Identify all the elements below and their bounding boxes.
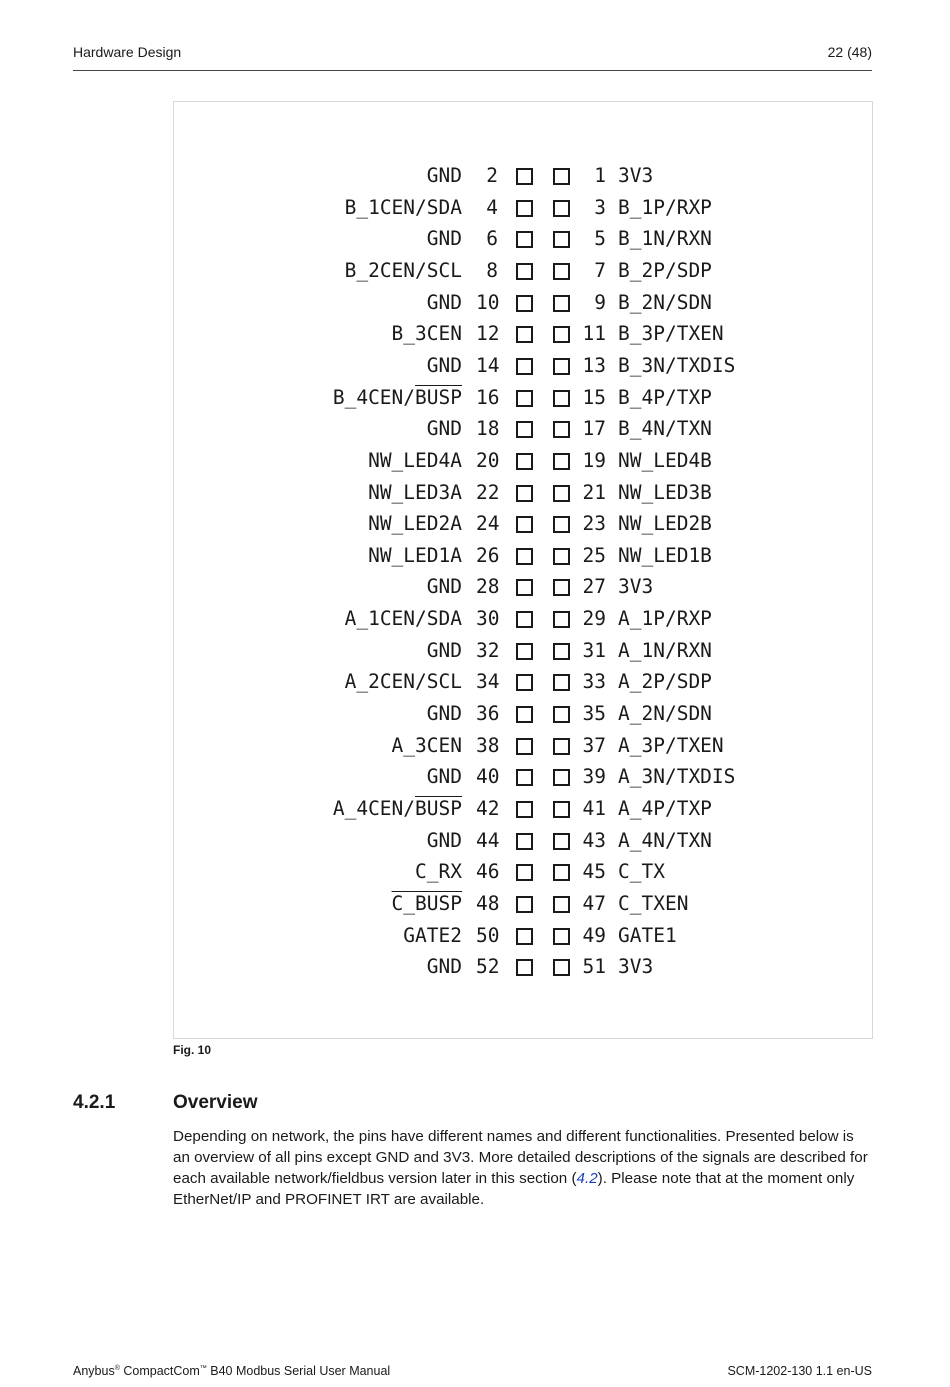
pin-row: [174, 892, 872, 923]
pin-row: [174, 481, 872, 512]
pin-row: [174, 196, 872, 227]
left-signal-name: [415, 860, 462, 883]
right-pin-number: 13: [582, 353, 606, 377]
right-pin-number: 33: [582, 670, 606, 694]
pinout-figure: [173, 101, 873, 1039]
left-pin-number: 28: [476, 575, 500, 599]
right-signal-name: GATE1: [618, 923, 677, 947]
left-signal-name: [427, 354, 462, 377]
pin-row: [174, 702, 872, 733]
right-pin-number: 49: [582, 923, 606, 947]
pin-square-icon: [553, 611, 570, 628]
pin-row: [174, 734, 872, 765]
footer-rest: B40 Modbus Serial User Manual: [206, 1364, 391, 1378]
right-pin-number: 1: [594, 164, 606, 187]
left-pin-number: 24: [476, 512, 500, 536]
left-signal-overline: C_BUSP: [391, 891, 462, 915]
left-signal-name: [427, 639, 462, 662]
left-signal-text: GND: [426, 638, 462, 662]
left-pin-number: 26: [476, 543, 500, 567]
left-signal-text: NW_LED4A: [368, 448, 462, 472]
left-signal-text: NW_LED1A: [368, 543, 462, 567]
left-signal-text: GND: [426, 765, 462, 789]
pin-square-icon: [516, 390, 533, 407]
right-signal-name: NW_LED1B: [618, 543, 712, 567]
right-signal-name: A_1N/RXN: [618, 638, 712, 662]
right-signal-name: B_3N/TXDIS: [618, 353, 736, 377]
pin-row: [174, 417, 872, 448]
pin-row: [174, 829, 872, 860]
right-pin-number: 35: [582, 702, 606, 726]
pin-square-icon: [553, 200, 570, 217]
left-signal-text: A_2CEN/SCL: [344, 670, 462, 694]
pin-square-icon: [553, 421, 570, 438]
pin-square-icon: [553, 896, 570, 913]
left-signal-name: [392, 734, 462, 757]
pin-row: [174, 765, 872, 796]
pin-square-icon: [553, 326, 570, 343]
left-signal-text: NW_LED3A: [368, 480, 462, 504]
header-page-number: 22 (48): [827, 44, 872, 60]
pin-row: [174, 354, 872, 385]
left-pin-number: 36: [476, 702, 500, 726]
pin-square-icon: [553, 516, 570, 533]
pin-square-icon: [516, 833, 533, 850]
pin-square-icon: [553, 928, 570, 945]
right-signal-name: B_4P/TXP: [618, 385, 712, 409]
left-pin-number: 6: [486, 227, 498, 251]
left-pin-number: 42: [476, 797, 500, 820]
left-pin-number: 16: [476, 385, 500, 409]
left-signal-text: GND: [426, 575, 462, 599]
pin-square-icon: [516, 548, 533, 565]
left-signal-text: B_3CEN: [391, 322, 462, 346]
pin-square-icon: [553, 706, 570, 723]
pin-square-icon: [553, 833, 570, 850]
right-pin-number: 15: [582, 385, 606, 409]
left-pin-number: 2: [486, 164, 498, 187]
right-pin-number: 43: [582, 828, 606, 852]
left-pin-number: 18: [476, 417, 500, 441]
right-pin-number: 41: [582, 797, 606, 820]
pin-square-icon: [516, 928, 533, 945]
left-pin-number: 52: [476, 955, 500, 979]
pin-row: [174, 575, 872, 606]
pin-square-icon: [516, 769, 533, 786]
pin-row: [174, 386, 872, 417]
paragraph-text: Depending on network, the pins have different names and different functionalities. Presented below is an overview of all pins except GND and 3V3. More detailed descriptions of the signals are described for each available network/fieldbus version later in this section (: [173, 1128, 868, 1187]
pin-row: [174, 955, 872, 986]
right-pin-number: 5: [594, 227, 606, 251]
left-signal-name: [392, 892, 462, 915]
pin-row: [174, 291, 872, 322]
pin-square-icon: [516, 801, 533, 818]
right-signal-name: 3V3: [618, 164, 654, 187]
left-signal-name: [368, 449, 462, 472]
left-pin-number: 46: [476, 860, 500, 884]
pin-square-icon: [516, 358, 533, 375]
left-pin-number: 44: [476, 828, 500, 852]
pin-square-icon: [553, 579, 570, 596]
pin-square-icon: [516, 231, 533, 248]
footer-title: [73, 1364, 390, 1378]
pin-square-icon: [553, 295, 570, 312]
left-pin-number: 30: [476, 607, 500, 631]
right-signal-name: C_TX: [618, 860, 665, 884]
left-signal-text: GND: [426, 702, 462, 726]
right-signal-name: A_2P/SDP: [618, 670, 712, 694]
left-signal-name: [333, 797, 462, 820]
left-signal-name: [345, 607, 462, 630]
pin-square-icon: [516, 516, 533, 533]
right-pin-number: 21: [582, 480, 606, 504]
footer-doc-id: SCM-1202-130 1.1 en-US: [727, 1364, 872, 1378]
pin-square-icon: [516, 738, 533, 755]
right-pin-number: 17: [582, 417, 606, 441]
left-pin-number: 14: [476, 353, 500, 377]
left-signal-name: [368, 512, 462, 535]
pin-row: [174, 164, 872, 195]
left-signal-text: GND: [426, 828, 462, 852]
right-signal-name: A_2N/SDN: [618, 702, 712, 726]
right-pin-number: 25: [582, 543, 606, 567]
left-pin-number: 12: [476, 322, 500, 346]
pin-square-icon: [553, 453, 570, 470]
right-signal-name: 3V3: [618, 955, 654, 979]
pin-square-icon: [553, 548, 570, 565]
left-pin-number: 32: [476, 638, 500, 662]
registered-mark: ®: [114, 1364, 120, 1372]
pin-row: [174, 797, 872, 828]
left-signal-name: [345, 196, 462, 219]
pin-square-icon: [553, 168, 570, 185]
pin-square-icon: [516, 674, 533, 691]
pin-row: [174, 860, 872, 891]
right-pin-number: 19: [582, 448, 606, 472]
right-signal-name: B_2N/SDN: [618, 290, 712, 314]
right-signal-name: NW_LED3B: [618, 480, 712, 504]
right-pin-number: 3: [594, 195, 606, 219]
left-signal-text: GND: [426, 227, 462, 251]
right-pin-number: 39: [582, 765, 606, 789]
trademark-mark: ™: [199, 1364, 207, 1372]
pin-square-icon: [516, 896, 533, 913]
left-signal-text: GND: [426, 955, 462, 979]
left-signal-name: [345, 259, 462, 282]
pin-square-icon: [553, 263, 570, 280]
left-signal-name: [368, 544, 462, 567]
left-signal-text: B_4CEN/: [332, 385, 416, 409]
left-signal-name: [392, 322, 462, 345]
right-signal-name: B_1N/RXN: [618, 227, 712, 251]
right-pin-number: 11: [582, 322, 606, 346]
right-signal-name: A_3N/TXDIS: [618, 765, 736, 789]
left-signal-name: [427, 291, 462, 314]
left-signal-text: GND: [426, 353, 462, 377]
right-pin-number: 37: [582, 733, 606, 757]
pin-square-icon: [553, 674, 570, 691]
left-signal-text: GATE2: [403, 923, 462, 947]
paragraph-text-end: ). Please note that at the moment only EtherNet/IP and PROFINET IRT are available.: [173, 1170, 855, 1208]
body-paragraph: [173, 1126, 873, 1210]
pin-square-icon: [516, 421, 533, 438]
left-pin-number: 38: [476, 733, 500, 757]
right-signal-name: A_4P/TXP: [618, 797, 712, 820]
left-signal-name: [427, 702, 462, 725]
pin-square-icon: [553, 769, 570, 786]
left-signal-name: [427, 417, 462, 440]
right-signal-name: NW_LED4B: [618, 448, 712, 472]
left-signal-text: GND: [426, 417, 462, 441]
left-signal-name: [345, 670, 462, 693]
left-signal-overline: BUSP: [415, 797, 462, 820]
pin-square-icon: [553, 643, 570, 660]
right-signal-name: B_4N/TXN: [618, 417, 712, 441]
pin-square-icon: [516, 295, 533, 312]
pin-square-icon: [516, 263, 533, 280]
pin-row: [174, 607, 872, 638]
left-signal-text: A_1CEN/SDA: [344, 607, 462, 631]
pin-square-icon: [553, 959, 570, 976]
pin-row: [174, 227, 872, 258]
right-signal-name: NW_LED2B: [618, 512, 712, 536]
pin-square-icon: [553, 801, 570, 818]
right-signal-name: B_1P/RXP: [618, 195, 712, 219]
left-signal-overline: BUSP: [415, 385, 462, 409]
pin-row: [174, 670, 872, 701]
right-pin-number: 27: [582, 575, 606, 599]
right-pin-number: 45: [582, 860, 606, 884]
pin-row: [174, 924, 872, 955]
right-pin-number: 31: [582, 638, 606, 662]
pin-square-icon: [516, 959, 533, 976]
pin-square-icon: [516, 168, 533, 185]
right-signal-name: C_TXEN: [618, 891, 689, 915]
right-signal-name: B_2P/SDP: [618, 258, 712, 282]
pin-square-icon: [553, 485, 570, 502]
right-pin-number: 23: [582, 512, 606, 536]
pin-square-icon: [516, 485, 533, 502]
right-pin-number: 7: [594, 258, 606, 282]
pin-square-icon: [516, 864, 533, 881]
pin-row: [174, 259, 872, 290]
pin-square-icon: [516, 643, 533, 660]
footer-product: CompactCom: [119, 1364, 200, 1378]
pin-square-icon: [516, 611, 533, 628]
pin-square-icon: [553, 358, 570, 375]
left-signal-text: GND: [426, 164, 462, 187]
left-signal-text: C_RX: [415, 860, 462, 884]
left-pin-number: 34: [476, 670, 500, 694]
left-pin-number: 10: [476, 290, 500, 314]
left-signal-text: A_3CEN: [391, 733, 462, 757]
left-signal-name: [427, 829, 462, 852]
pin-square-icon: [553, 390, 570, 407]
pin-square-icon: [516, 706, 533, 723]
pin-square-icon: [516, 579, 533, 596]
left-signal-name: [368, 481, 462, 504]
pin-square-icon: [516, 200, 533, 217]
left-pin-number: 22: [476, 480, 500, 504]
left-signal-text: B_2CEN/SCL: [344, 258, 462, 282]
pin-square-icon: [553, 864, 570, 881]
left-signal-text: B_1CEN/SDA: [344, 195, 462, 219]
left-signal-name: [427, 164, 462, 187]
left-pin-number: 48: [476, 891, 500, 915]
left-signal-text: NW_LED2A: [368, 512, 462, 536]
section-title: Overview: [173, 1092, 258, 1113]
section-link[interactable]: 4.2: [576, 1170, 598, 1187]
pin-square-icon: [516, 453, 533, 470]
pin-row: [174, 639, 872, 670]
pin-row: [174, 544, 872, 575]
left-pin-number: 40: [476, 765, 500, 789]
right-signal-name: 3V3: [618, 575, 654, 599]
right-pin-number: 51: [582, 955, 606, 979]
pin-row: [174, 512, 872, 543]
left-signal-text: GND: [426, 290, 462, 314]
left-signal-text: A_4CEN/: [332, 797, 416, 820]
right-signal-name: B_3P/TXEN: [618, 322, 724, 346]
section-number: 4.2.1: [73, 1092, 116, 1113]
left-pin-number: 4: [486, 195, 498, 219]
pin-square-icon: [516, 326, 533, 343]
right-pin-number: 9: [594, 290, 606, 314]
pin-row: [174, 449, 872, 480]
right-signal-name: A_1P/RXP: [618, 607, 712, 631]
pin-square-icon: [553, 231, 570, 248]
left-signal-name: [427, 955, 462, 978]
page-header: [73, 42, 872, 71]
pin-square-icon: [553, 738, 570, 755]
header-section: Hardware Design: [73, 44, 182, 60]
left-pin-number: 8: [486, 258, 498, 282]
left-pin-number: 20: [476, 448, 500, 472]
right-pin-number: 29: [582, 607, 606, 631]
left-signal-name: [427, 227, 462, 250]
footer-brand: Anybus: [73, 1364, 115, 1378]
right-signal-name: A_4N/TXN: [618, 828, 712, 852]
left-signal-name: [333, 386, 462, 409]
left-signal-name: [403, 924, 462, 947]
figure-caption: Fig. 10: [173, 1043, 212, 1057]
left-signal-name: [427, 575, 462, 598]
pin-row: [174, 322, 872, 353]
right-signal-name: A_3P/TXEN: [618, 733, 724, 757]
left-pin-number: 50: [476, 923, 500, 947]
left-signal-name: [427, 765, 462, 788]
right-pin-number: 47: [582, 891, 606, 915]
